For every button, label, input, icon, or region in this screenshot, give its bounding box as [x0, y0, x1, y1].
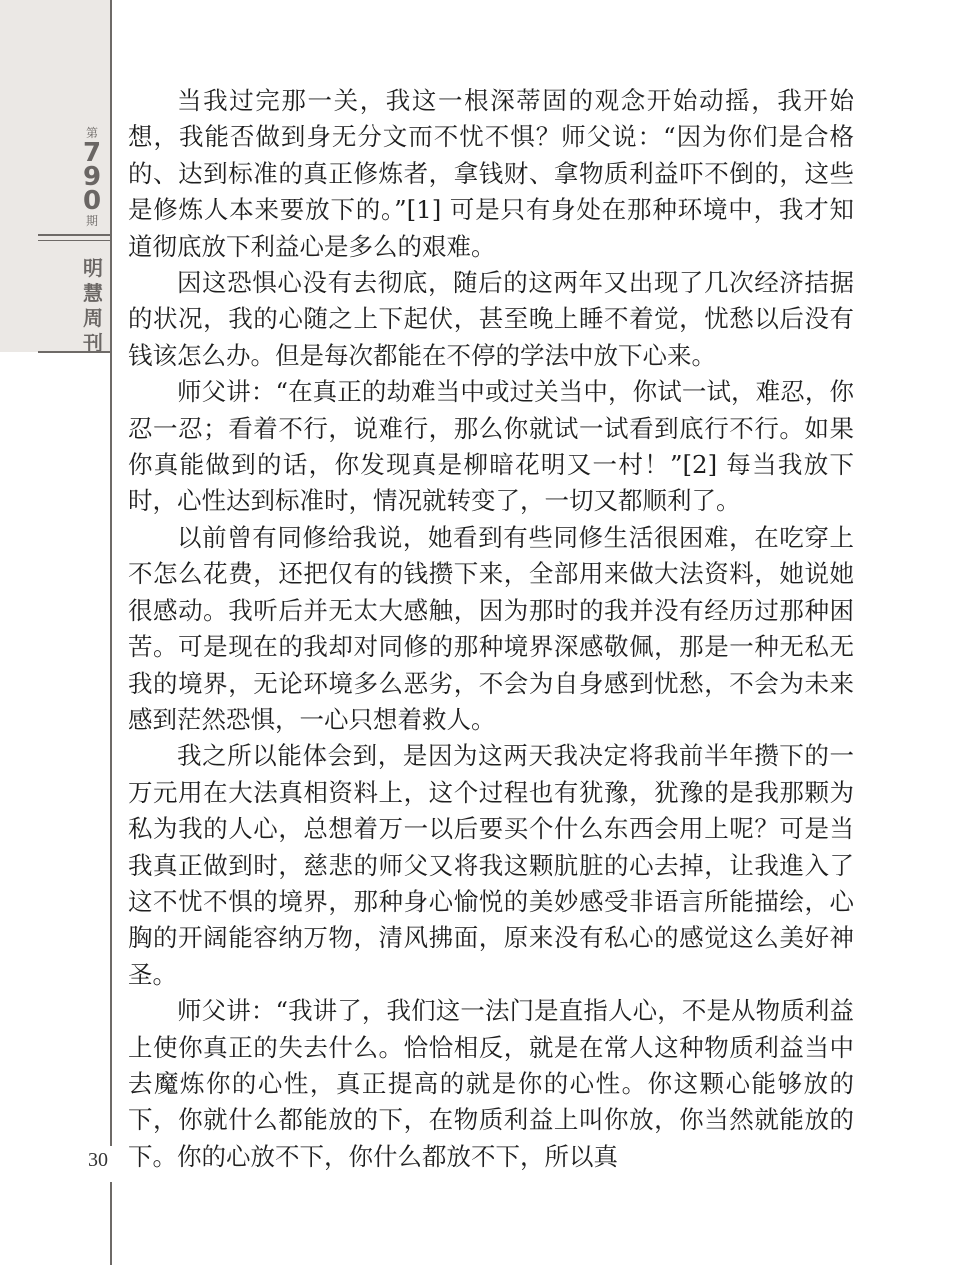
issue-digit: 7 — [82, 138, 102, 168]
issue-digit: 9 — [82, 162, 102, 192]
issue-digit: 0 — [82, 186, 102, 216]
magazine-char: 慧 — [83, 281, 103, 305]
paragraph: 师父讲：“在真正的劫难当中或过关当中，你试一试，难忍，你忍一忍；看着不行，说难行，那么你就试一试看到底行不行。如果你真能做到的话，你发现真是柳暗花明又一村！”[2] 每当我放下时，心性达到标准时，情况就转变了，一切又都顺利了。 — [128, 377, 854, 516]
paragraph: 师父讲：“我讲了，我们这一法门是直指人心，不是从物质利益上使你真正的失去什么。恰恰相反，就是在常人这种物质利益当中去魔炼你的心性，真正提高的就是你的心性。你这颗心能够放的下，你就什么都能放的下，在物质利益上叫你放，你当然就能放的下。你的心放不下，你什么都放不下，所以真 — [128, 996, 854, 1171]
paragraph: 当我过完那一关，我这一根深蒂固的观念开始动摇，我开始想，我能否做到身无分文而不忧不惧？师父说：“因为你们是合格的、达到标准的真正修炼者，拿钱财、拿物质利益吓不倒的，这些是修炼人本来要放下的。”[1] 可是只有身处在那种环境中，我才知道彻底放下利益心是多么的艰难。 — [128, 86, 854, 261]
page-number: 30 — [88, 1149, 108, 1171]
sidebar-double-rule — [38, 234, 112, 241]
sidebar — [0, 0, 112, 1265]
issue-number — [72, 125, 112, 229]
sidebar-bottom-rule — [38, 351, 112, 353]
issue-prefix: 第 — [85, 126, 98, 140]
paragraph: 因这恐惧心没有去彻底，随后的这两年又出现了几次经济拮据的状况，我的心随之上下起伏，甚至晚上睡不着觉，忧愁以后没有钱该怎么办。但是每次都能在不停的学法中放下心来。 — [128, 268, 854, 370]
magazine-char: 明 — [83, 256, 103, 280]
magazine-title — [78, 256, 108, 356]
article-body — [128, 83, 854, 1175]
magazine-char: 刊 — [83, 331, 103, 355]
issue-suffix: 期 — [85, 214, 98, 228]
magazine-char: 周 — [83, 306, 103, 330]
paragraph: 以前曾有同修给我说，她看到有些同修生活很困难，在吃穿上不怎么花费，还把仅有的钱攒下来，全部用来做大法资料，她说她很感动。我听后并无太大感触，因为那时的我并没有经历过那种困苦。可是现在的我却对同修的那种境界深感敬佩，那是一种无私无我的境界，无论环境多么恶劣，不会为自身感到忧愁，不会为未来感到茫然恐惧，一心只想着救人。 — [128, 522, 854, 734]
paragraph: 我之所以能体会到，是因为这两天我决定将我前半年攒下的一万元用在大法真相资料上，这个过程也有犹豫，犹豫的是我那颗为私为我的人心，总想着万一以后要买个什么东西会用上呢？可是当我真正做到时，慈悲的师父又将我这颗肮脏的心去掉，让我進入了这不忧不惧的境界，那种身心愉悦的美妙感受非语言所能描绘，心胸的开阔能容纳万物，清风拂面，原来没有私心的感觉这么美好神圣。 — [128, 741, 854, 989]
